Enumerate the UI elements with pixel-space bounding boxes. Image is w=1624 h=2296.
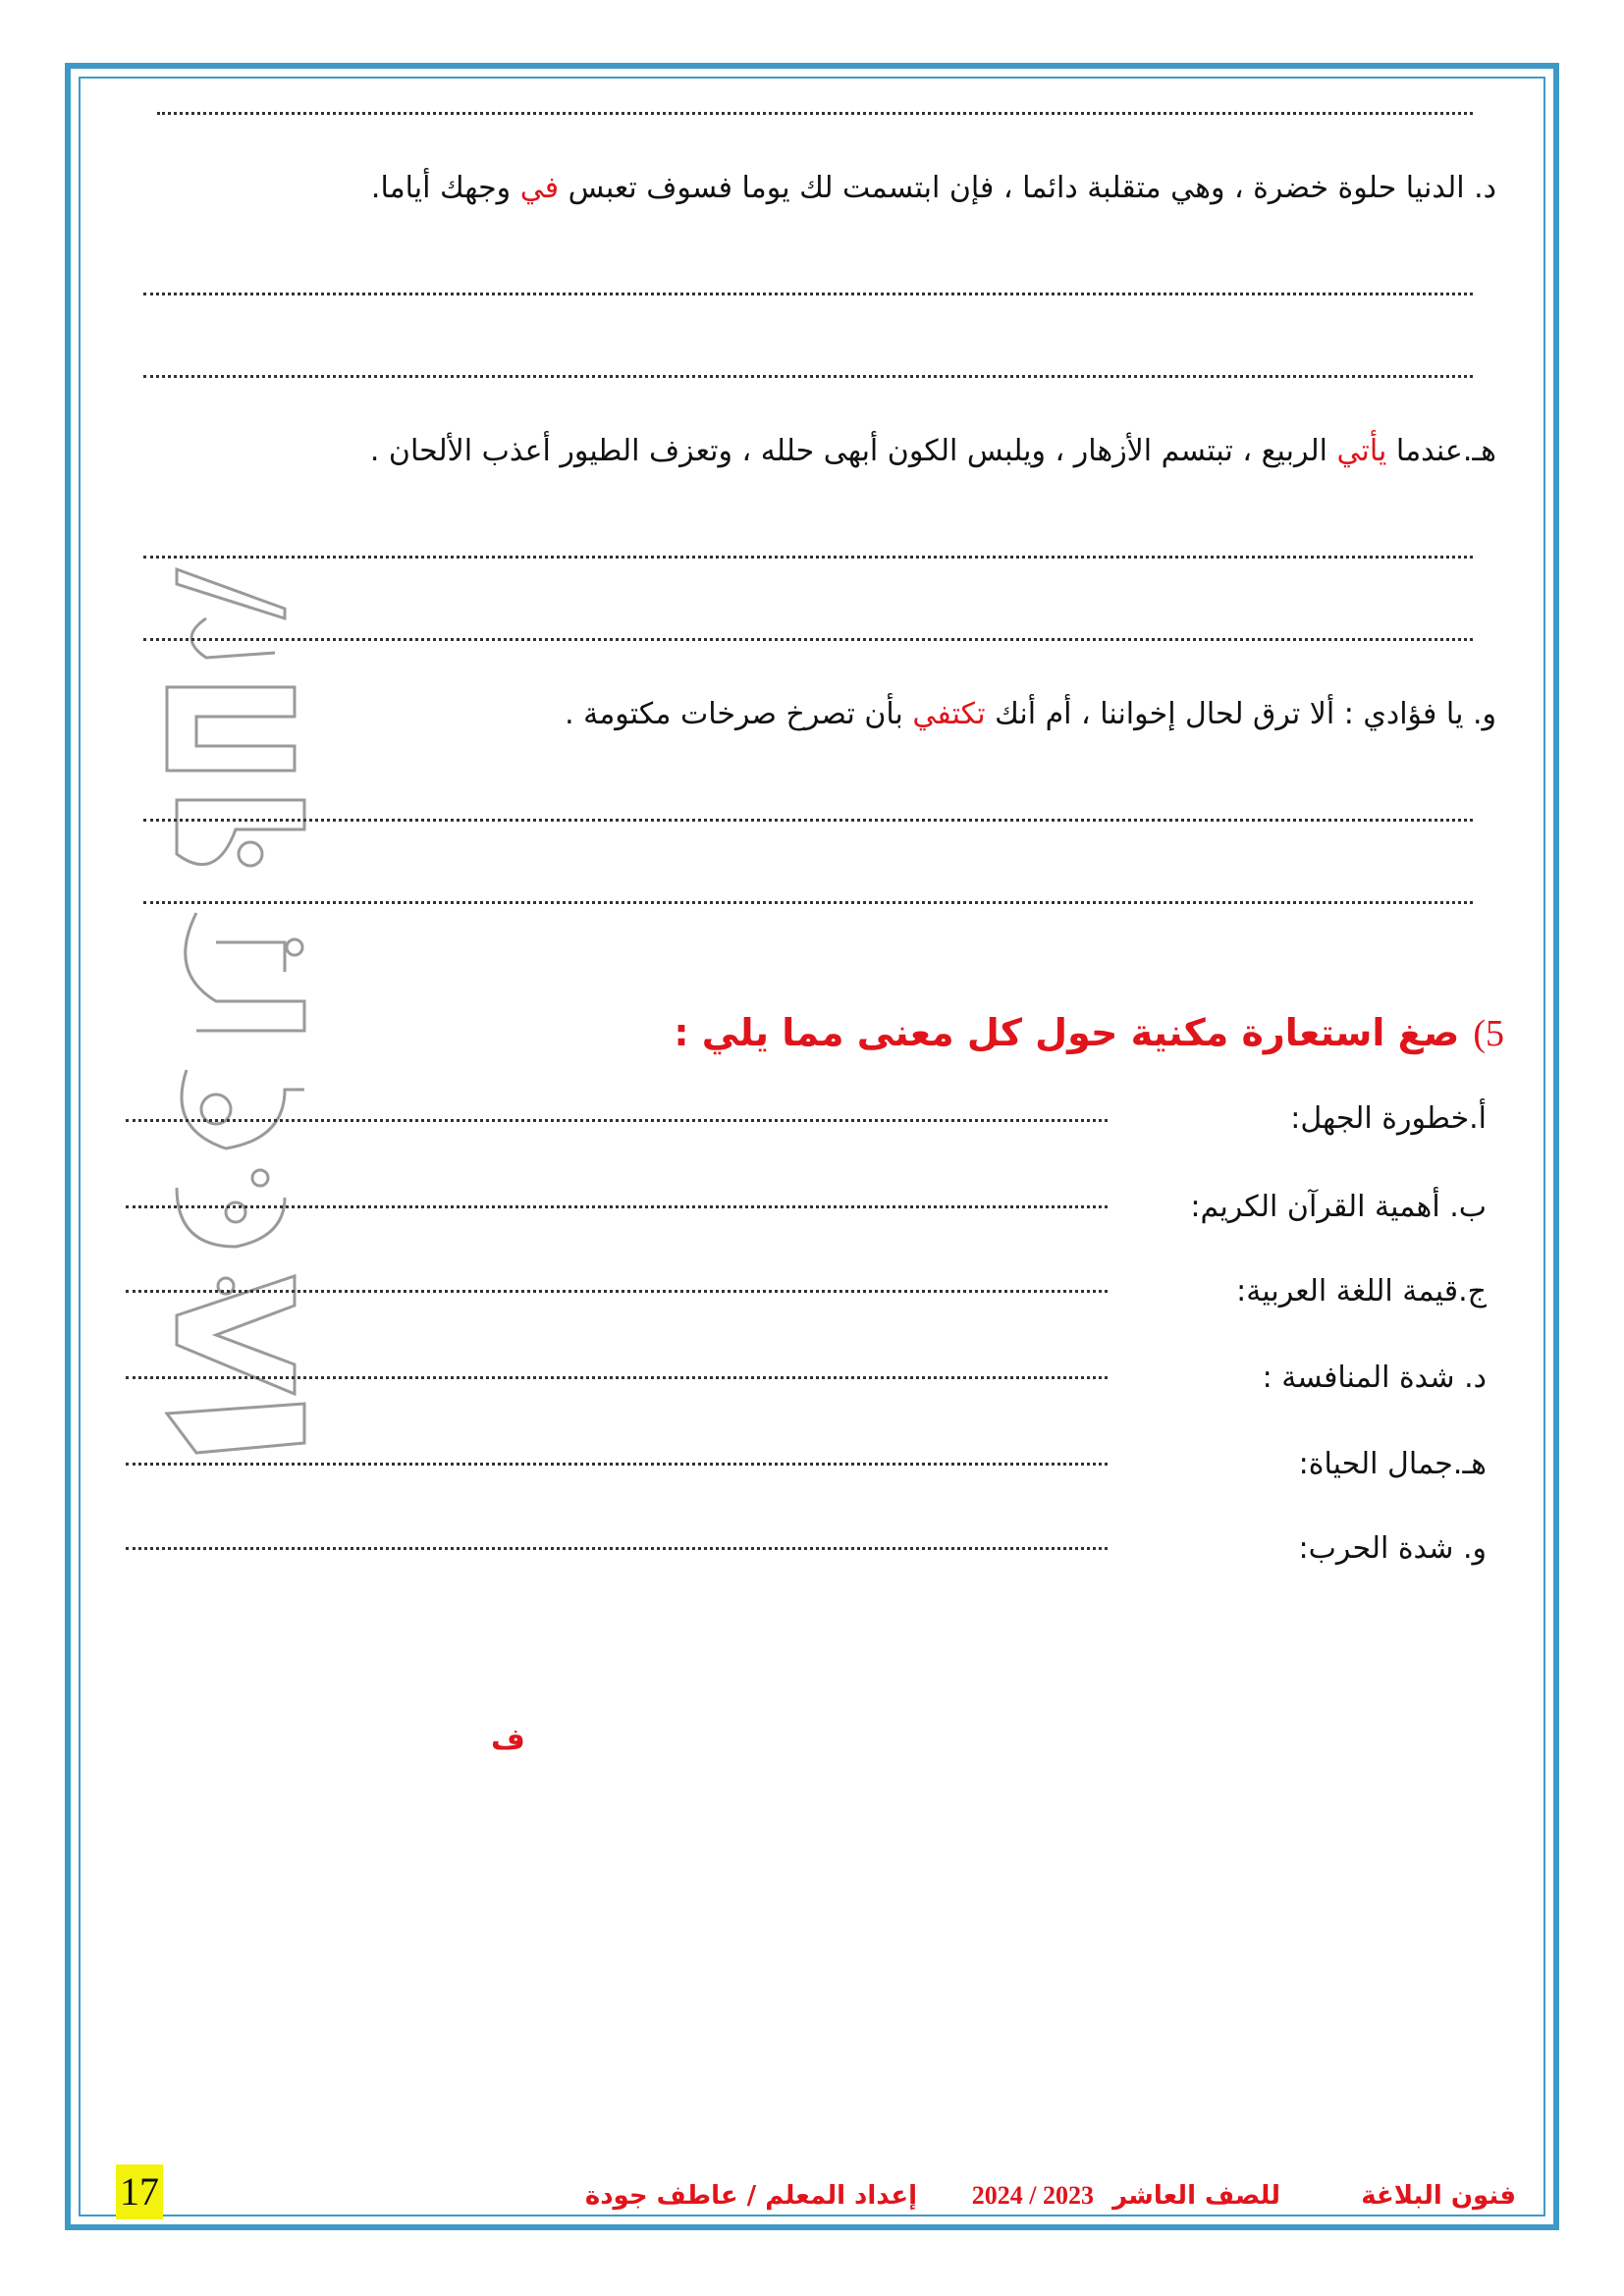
footer-subject: فنون البلاغة (1361, 2181, 1516, 2211)
sentence-waw (565, 695, 1496, 734)
section-number: 5) (1473, 1013, 1504, 1054)
item-label: د. شدة المنافسة : (1262, 1361, 1487, 1395)
footer-year (972, 2181, 1094, 2211)
answer-line[interactable] (157, 112, 1473, 115)
item-label: هـ.جمال الحياة: (1298, 1447, 1487, 1481)
answer-line[interactable] (143, 293, 1473, 295)
sentence-ha (370, 432, 1496, 471)
sentence-text: الربيع ، تبتسم الأزهار ، ويلبس الكون أبهى حلله ، وتعزف الطيور أعذب الألحان . (369, 434, 1337, 468)
answer-line[interactable] (143, 375, 1473, 378)
sentence-text: الدنيا حلوة خضرة ، وهي متقلبة دائما ، فإن ابتسمت لك يوما فسوف تعبس (559, 171, 1475, 205)
footer-year-text: 2024 / 2023 (971, 2181, 1094, 2210)
item-label: ب. أهمية القرآن الكريم: (1190, 1190, 1487, 1224)
answer-line[interactable] (126, 1463, 1108, 1466)
sentence-text: بأن تصرخ صرخات مكتومة . (565, 697, 913, 731)
answer-line[interactable] (143, 556, 1473, 559)
sentence-text: وجهك أياما. (370, 171, 520, 205)
item-label: أ.خطورة الجهل: (1290, 1101, 1487, 1136)
sentence-letter: هـ. (1462, 434, 1496, 468)
item-label: و. شدة الحرب: (1298, 1531, 1487, 1566)
section-5-heading (674, 1011, 1504, 1055)
sentence-highlight: تكتفي (912, 697, 986, 731)
sentence-highlight: يأتي (1336, 434, 1387, 468)
answer-line[interactable] (126, 1119, 1108, 1122)
answer-line[interactable] (143, 638, 1473, 641)
answer-line[interactable] (126, 1376, 1108, 1379)
section-title: صغ استعارة مكنية حول كل معنى مما يلي : (674, 1011, 1460, 1054)
sentence-text: يا فؤادي : ألا ترق لحال إخواننا ، أم أنك (985, 697, 1473, 731)
watermark-signature (137, 560, 344, 1463)
answer-line[interactable] (126, 1290, 1108, 1293)
item-label: ج.قيمة اللغة العربية: (1236, 1274, 1487, 1308)
sentence-highlight: في (519, 171, 560, 205)
answer-line[interactable] (126, 1205, 1108, 1208)
footer-author: إعداد المعلم / عاطف جودة (584, 2181, 917, 2211)
footer-grade: للصف العاشر (1112, 2181, 1280, 2211)
sentence-text: عندما (1386, 434, 1463, 468)
sentence-letter: و. (1472, 697, 1496, 731)
answer-line[interactable] (143, 901, 1473, 904)
page-number: 17 (116, 2164, 163, 2219)
sentence-letter: د. (1474, 171, 1496, 205)
answer-line[interactable] (126, 1547, 1108, 1550)
stray-mark: ف (491, 1723, 525, 1757)
answer-line[interactable] (143, 819, 1473, 822)
sentence-dal (371, 169, 1496, 208)
